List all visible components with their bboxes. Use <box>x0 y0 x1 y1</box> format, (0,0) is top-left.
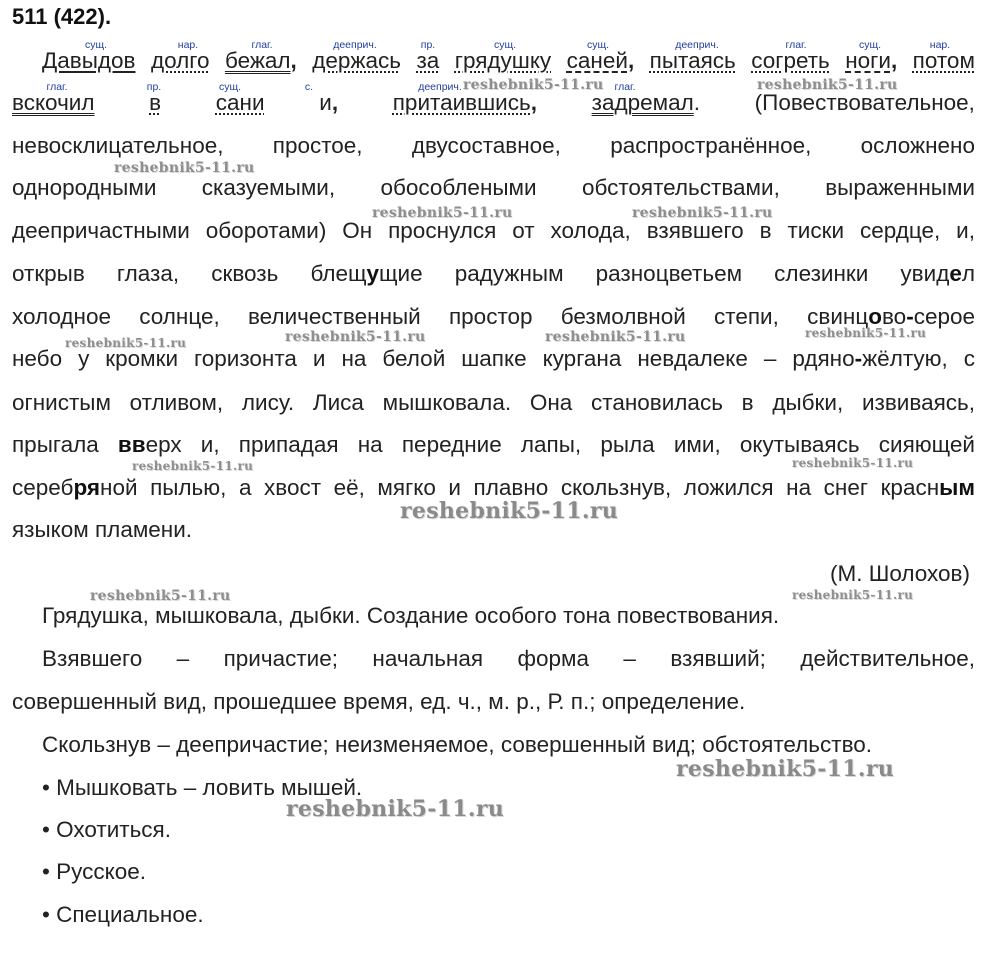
adverbial-word: притаившись <box>392 90 531 115</box>
pos-label: сущ. <box>858 39 882 51</box>
object-word: ноги <box>845 48 891 73</box>
text-line-3: невосклицательное, простое, двусоставное, распространённое, осложнено <box>12 133 975 158</box>
adverbial-word: за <box>416 48 440 73</box>
pos-label: дееприч. <box>333 39 377 51</box>
answer-paragraph-2: Взявшего – причастие; начальная форма – взявший; действительное, <box>42 646 975 671</box>
bullet-item: • Охотиться. <box>42 817 171 842</box>
subject-word: Давыдов <box>42 48 136 73</box>
adverbial-word: пытаясь <box>649 48 736 73</box>
pos-label: пр. <box>146 81 162 93</box>
pos-label: сущ. <box>84 39 108 51</box>
watermark: reshebnik5-11.ru <box>132 459 254 473</box>
pos-label: нар. <box>929 39 951 51</box>
bullet-item: • Русское. <box>42 859 147 884</box>
adverbial-word: согреть <box>751 48 830 73</box>
exercise-number: 511 (422). <box>12 4 112 29</box>
bullet-item: • Специальное. <box>42 902 204 927</box>
watermark: reshebnik5-11.ru <box>792 588 914 602</box>
pos-label: дееприч. <box>675 39 719 51</box>
author-attribution: (М. Шолохов) <box>830 561 970 586</box>
watermark: reshebnik5-11.ru <box>463 77 604 93</box>
answer-paragraph-3: Скользнув – деепричастие; неизменяемое, совершенный вид; обстоятельство. <box>42 732 873 757</box>
pos-label: пр. <box>420 39 436 51</box>
pos-label: глаг. <box>785 39 807 51</box>
text-line-6: открыв глаза, сквозь блещущие радужным разноцветьем слезинки увидел <box>12 261 975 286</box>
text-line-8: небо у кромки горизонта и на белой шапке кургана невдалеке – рдяно-жёлтую, с <box>12 346 975 371</box>
object-word: саней <box>566 48 628 73</box>
pos-label: глаг. <box>614 81 636 93</box>
adverbial-word: потом <box>912 48 975 73</box>
predicate-word: задремал <box>591 90 694 115</box>
adverbial-word: долго <box>150 48 210 73</box>
watermark: reshebnik5-11.ru <box>65 336 187 350</box>
pos-label: сущ. <box>586 39 610 51</box>
pos-label: глаг. <box>46 81 68 93</box>
answer-paragraph-2-cont: совершенный вид, прошедшее время, ед. ч., м. р., Р. п.; определение. <box>12 689 746 714</box>
pos-label: дееприч. <box>418 81 462 93</box>
text-line-5: деепричастными оборотами) Он проснулся от холода, взявшего в тиски сердце, и, <box>12 218 975 243</box>
pos-label: с. <box>304 81 314 93</box>
watermark: reshebnik5-11.ru <box>285 329 426 345</box>
text-line-2: вскочил в сани и, притаившись, задремал. (Повествовательное, <box>12 90 975 115</box>
watermark: reshebnik5-11.ru <box>90 588 231 604</box>
adverbial-word: грядушку <box>454 48 552 73</box>
adverbial-word: сани <box>215 90 265 115</box>
watermark: reshebnik5-11.ru <box>792 456 914 470</box>
predicate-word: бежал <box>224 48 291 73</box>
text-line-9: огнистым отливом, лису. Лиса мышковала. Она становилась в дыбки, извиваясь, <box>12 390 975 415</box>
text-line-7: холодное солнце, величественный простор безмолвной степи, свинцово-серое <box>12 304 975 329</box>
watermark: reshebnik5-11.ru <box>632 205 773 221</box>
watermark: reshebnik5-11.ru <box>805 326 927 340</box>
watermark: reshebnik5-11.ru <box>757 77 898 93</box>
adverbial-word: в <box>149 90 162 115</box>
watermark: reshebnik5-11.ru <box>114 160 255 176</box>
text-line-1: Давыдов долго бежал, держась за грядушку саней, пытаясь согреть ноги, потом <box>42 48 975 73</box>
bullet-item: • Мышковать – ловить мышей. <box>42 775 363 800</box>
pos-label: нар. <box>177 39 199 51</box>
pos-label: сущ. <box>493 39 517 51</box>
text-line-10: прыгала вверх и, припадая на передние лапы, рыла ими, окутываясь сияющей <box>12 432 975 457</box>
pos-label: глаг. <box>251 39 273 51</box>
watermark: reshebnik5-11.ru <box>400 498 619 524</box>
text-line-12: языком пламени. <box>12 517 193 542</box>
text-line-4: однородными сказуемыми, обособлеными обстоятельствами, выраженными <box>12 175 975 200</box>
answer-paragraph-1: Грядушка, мышковала, дыбки. Создание особого тона повествования. <box>42 603 780 628</box>
predicate-word: вскочил <box>12 90 95 115</box>
watermark: reshebnik5-11.ru <box>372 205 513 221</box>
adverbial-word: держась <box>312 48 401 73</box>
watermark: reshebnik5-11.ru <box>286 796 505 822</box>
text-line-11: серебряной пылью, а хвост её, мягко и плавно скользнув, ложился на снег красным <box>12 475 975 500</box>
watermark: reshebnik5-11.ru <box>545 329 686 345</box>
watermark: reshebnik5-11.ru <box>676 756 895 782</box>
pos-label: сущ. <box>218 81 242 93</box>
